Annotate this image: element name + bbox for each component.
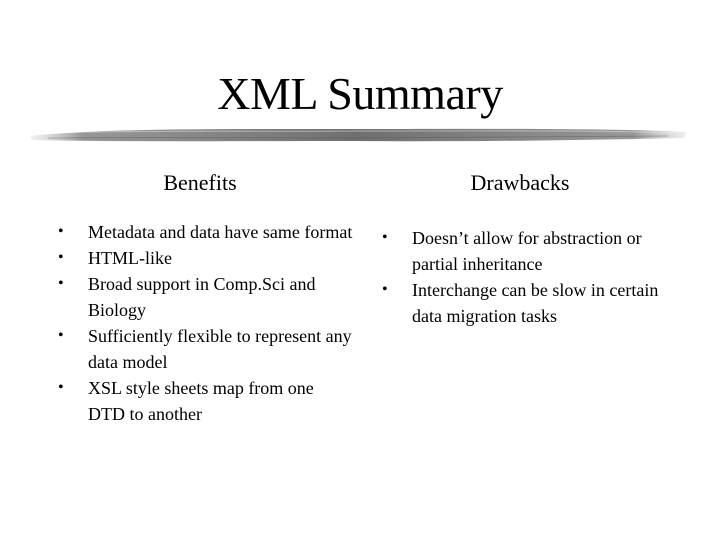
list-item: • XSL style sheets map from one DTD to another: [54, 375, 354, 427]
bullet-icon: •: [58, 223, 64, 240]
drawbacks-heading: Drawbacks: [470, 170, 570, 195]
title-underline-rule: [28, 120, 688, 150]
list-item: • Broad support in Comp.Sci and Biology: [54, 271, 354, 323]
bullet-icon: •: [382, 229, 388, 246]
bullet-icon: •: [58, 379, 64, 396]
bullet-icon: •: [58, 327, 64, 344]
bullet-icon: •: [58, 249, 64, 266]
list-item: • Doesn’t allow for abstraction or partial inheritance: [378, 225, 668, 277]
slide-title: XML Summary: [217, 68, 503, 119]
benefits-list: [54, 219, 354, 427]
drawbacks-list: [378, 225, 668, 329]
list-item: • Metadata and data have same format: [54, 219, 354, 245]
list-item: • HTML-like: [54, 245, 354, 271]
list-item: • Interchange can be slow in certain data migration tasks: [378, 277, 668, 329]
list-item: • Sufficiently flexible to represent any data model: [54, 323, 354, 375]
bullet-icon: •: [382, 281, 388, 298]
bullet-icon: •: [58, 275, 64, 292]
benefits-heading: Benefits: [163, 170, 237, 195]
